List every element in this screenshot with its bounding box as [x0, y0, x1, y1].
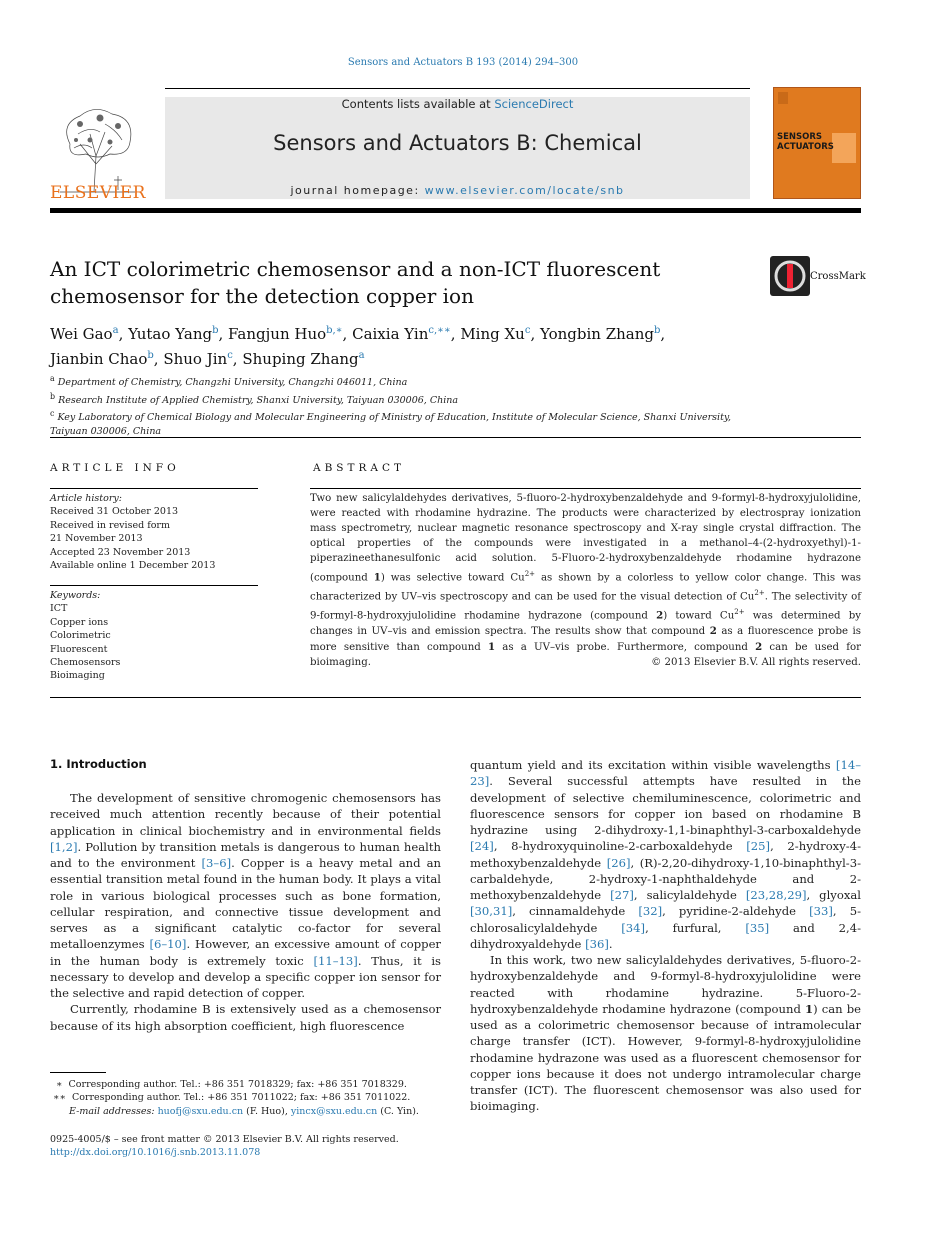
email-link-huo[interactable]: huofj@sxu.edu.cn [157, 1105, 244, 1117]
cover-title: SENSORS ACTUATORS [777, 132, 834, 152]
author-name: Yongbin Zhang [540, 325, 655, 343]
author-name: Caixia Yin [352, 325, 429, 343]
author-affiliation-marker[interactable]: c,∗∗ [428, 325, 451, 336]
footnotes [50, 1078, 450, 1118]
author-affiliation-marker[interactable]: a [358, 350, 365, 361]
homepage-link[interactable]: www.elsevier.com/locate/snb [424, 184, 625, 197]
ref-link[interactable]: [3–6] [201, 856, 232, 870]
author-name: Shuo Jin [163, 350, 228, 368]
affiliation-a: $^a$ Department of Chemistry, Changzhi University, Changzhi 046011, China [50, 374, 408, 389]
introduction-heading: 1. Introduction [50, 757, 147, 771]
footnote-2: ∗∗ Corresponding author. Tel.: +86 351 7011022; fax: +86 351 7011022. [50, 1092, 411, 1104]
abstract-copyright: © 2013 Elsevier B.V. All rights reserved. [651, 657, 861, 668]
author-name: Shuping Zhang [242, 350, 359, 368]
ref-link[interactable]: [14–23] [470, 758, 861, 789]
ref-link[interactable]: [11–13] [313, 953, 358, 968]
ref-link[interactable]: [32] [638, 904, 663, 919]
author-affiliation-marker[interactable]: b [212, 325, 219, 336]
journal-title: Sensors and Actuators B: Chemical [273, 131, 642, 155]
footnote-emails: E-mail addresses: huofj@sxu.edu.cn (F. Huo), yincx@sxu.edu.cn (C. Yin). [69, 1105, 419, 1117]
keywords-rule [50, 585, 258, 586]
keywords: Keywords: ICT Copper ions Colorimetric Fluorescent Chemosensors Bioimaging [50, 590, 121, 682]
intro-paragraph-3: quantum yield and its excitation within visible wavelengths [14–23]. Several successful attempts have resulted in the development of selective chemiluminescence, colorimetric and fluorescence sensors for copper ion based on rhodamine B hydrazine using 2-dihydroxy-1,1-binaphthyl-3-carboxaldehyde [24], 8-hydroxyquinoline-2-carboxaldehyde [25], 2-hydroxy-4-methoxybenzaldehyde [26], (R)-2,20-dihydroxy-1,10-binaphthyl-3-carbaldehyde, 2-hydroxy-1-naphthaldehyde and 2-methoxybenzaldehyde [27], salicylaldehyde [23,28,29], glyoxal [30,31], cinnamaldehyde [32], pyridine-2-aldehyde [33], 5-chlorosalicylaldehyde [34], furfural, [35] and 2,4-dihydroxyaldehyde [36]. [470, 758, 861, 951]
intro-right-column [470, 757, 861, 1115]
abstract-text: Two new salicylaldehydes derivatives, 5-fluoro-2-hydroxybenzaldehyde and 9-formyl-8-hydroxyjulolidine, were reacted with rhodamine hydrazine. The products were characterized by electrospray ionization mass spectrometry, nuclear magnetic resonance spectroscopy and X-ray single crystal diffraction. The optical properties of the compounds were investigated in a methanol–4-(2-hydroxyethyl)-1-piperazineethanesulfonic acid solution. 5-Fluoro-2-hydroxybenzaldehyde rhodamine hydrazone (compound 1) was selective toward $Cu^{2+}$ as shown by a colorless to yellow color change. This was characterized by UV–vis spectroscopy and can be used for the visual detection of $Cu^{2+}$. The selectivity of 9-formyl-8-hydroxyjulolidine rhodamine hydrazone (compound 2) toward $Cu^{2+}$ was determined by changes in UV–vis and emission spectra. The results show that compound 2 as a fluorescence probe is more sensitive than compound 1 as a UV–vis probe. Furthermore, compound 2 can be used for bioimaging. [310, 493, 862, 669]
intro-paragraph-2: Currently, rhodamine B is extensively used as a chemosensor because of its high absorption coefficient, high fluorescence [50, 1002, 441, 1033]
ref-link[interactable]: [23,28,29] [745, 888, 807, 902]
header-top-rule [165, 88, 750, 89]
ref-link[interactable]: [1,2] [50, 839, 78, 854]
sciencedirect-link[interactable]: ScienceDirect [494, 97, 574, 111]
affiliations [50, 372, 740, 438]
issn-line: 0925-4005/$ – see front matter © 2013 Elsevier B.V. All rights reserved. [50, 1134, 399, 1145]
ref-link[interactable]: [30,31] [470, 904, 513, 919]
footnote-rule [50, 1072, 106, 1073]
author-affiliation-marker[interactable]: b,∗ [326, 325, 343, 336]
article-title: An ICT colorimetric chemosensor and a non-ICT fluorescent chemosensor for the detection copper ion [50, 257, 661, 308]
author-affiliation-marker[interactable]: b [654, 325, 661, 336]
intro-paragraph-4: In this work, two new salicylaldehydes derivatives, 5-fluoro-2-hydroxybenzaldehyde and 9-formyl-8-hydroxyjulolidine were reacted with rhodamine hydrazine. 5-Fluoro-2-hydroxybenzaldehyde rhodamine hydrazone (compound 1) can be used as a colorimetric chemosensor because of intramolecular charge transfer (ICT). However, 9-formyl-8-hydroxyjulolidine rhodamine hydrazone was used as a fluorescent chemosensor for copper ions because it does not undergo intramolecular charge transfer (ICT). The fluorescent chemosensor was also used for bioimaging. [470, 953, 861, 1114]
ref-link[interactable]: [35] [745, 920, 770, 935]
author-affiliation-marker[interactable]: b [147, 350, 154, 361]
journal-homepage [165, 184, 750, 197]
article-history: Article history: Received 31 October 2013 Received in revised form 21 November 2013 Accepted 23 November 2013 Available online 1 December 2013 [50, 493, 216, 572]
author-name: Wei Gao [50, 325, 113, 343]
ref-link[interactable]: [24] [470, 839, 494, 854]
intro-paragraph-1: The development of sensitive chromogenic chemosensors has received much attention recently because of their potential application in clinical biochemistry and in environmental fields [1,2]. Pollution by transition metals is dangerous to human health and to the environment [3–6]. Copper is a heavy metal and an essential transition metal found in the human body. It plays a vital role in various biological processes such as bone formation, cellular respiration, and connective tissue development and serves as a significant catalytic co-factor for several metalloenzymes [6–10]. However, an excessive amount of copper in the human body is extremely toxic [11–13]. Thus, it is necessary to develop and develop a specific copper ion sensor for the selective and rapid detection of copper. [50, 791, 441, 1000]
ref-link[interactable]: [25] [746, 839, 771, 854]
author-name: Jianbin Chao [50, 350, 148, 368]
author-name: Fangjun Huo [228, 325, 327, 343]
doi-link[interactable]: http://dx.doi.org/10.1016/j.snb.2013.11.078 [50, 1147, 261, 1159]
author-list: Wei Gao$^a$, Yutao Yang$^b$, Fangjun Huo$^{b,∗}$, Caixia Yin$^{c,∗∗}$, Ming Xu$^c$, Yongbin Zhang$^b$, Jianbin Chao$^b$, Shuo Jin$^c$, Shuping Zhang$^a$ [50, 325, 666, 368]
journal-cover-image [773, 87, 861, 199]
crossmark-icon[interactable] [770, 256, 810, 296]
ref-link[interactable]: [36] [585, 936, 609, 951]
ref-link[interactable]: [6–10] [149, 937, 187, 952]
front-matter [50, 1133, 450, 1160]
ref-link[interactable]: [26] [606, 855, 631, 870]
article-info-heading: ARTICLE INFO [50, 462, 180, 474]
affiliation-c: $^c$ Key Laboratory of Chemical Biology and Molecular Engineering of Ministry of Education, Institute of Molecular Science, Shanxi University, Taiyuan 030006, China [50, 409, 732, 437]
contents-line [165, 97, 750, 111]
affiliation-b: $^b$ Research Institute of Applied Chemistry, Shanxi University, Taiyuan 030006, China [50, 391, 459, 406]
homepage-prefix: journal homepage: [290, 184, 425, 197]
author-affiliation-marker[interactable]: c [524, 325, 531, 336]
author-name: Yutao Yang [128, 325, 213, 343]
author-affiliation-marker[interactable]: a [112, 325, 119, 336]
affiliation-rule [50, 437, 861, 438]
ref-link[interactable]: [33] [809, 904, 833, 919]
contents-prefix: Contents lists available at [341, 97, 495, 111]
intro-left-column [50, 790, 441, 1034]
abstract-rule [310, 488, 861, 489]
article-info-rule [50, 488, 258, 489]
ref-link[interactable]: [27] [610, 888, 634, 902]
email-link-yin[interactable]: yincx@sxu.edu.cn [290, 1105, 378, 1117]
abstract-end-rule [50, 697, 861, 698]
abstract-heading: ABSTRACT [313, 462, 406, 474]
footnote-1: ∗ Corresponding author. Tel.: +86 351 7018329; fax: +86 351 7018329. [50, 1079, 407, 1090]
author-name: Ming Xu [460, 325, 525, 343]
crossmark-label[interactable]: CrossMark [810, 271, 866, 282]
ref-link[interactable]: [34] [621, 920, 646, 935]
author-affiliation-marker[interactable]: c [227, 350, 233, 361]
publisher-name: ELSEVIER [50, 183, 146, 203]
journal-citation[interactable]: Sensors and Actuators B 193 (2014) 294–300 [347, 57, 579, 68]
header-bottom-rule [50, 208, 861, 213]
